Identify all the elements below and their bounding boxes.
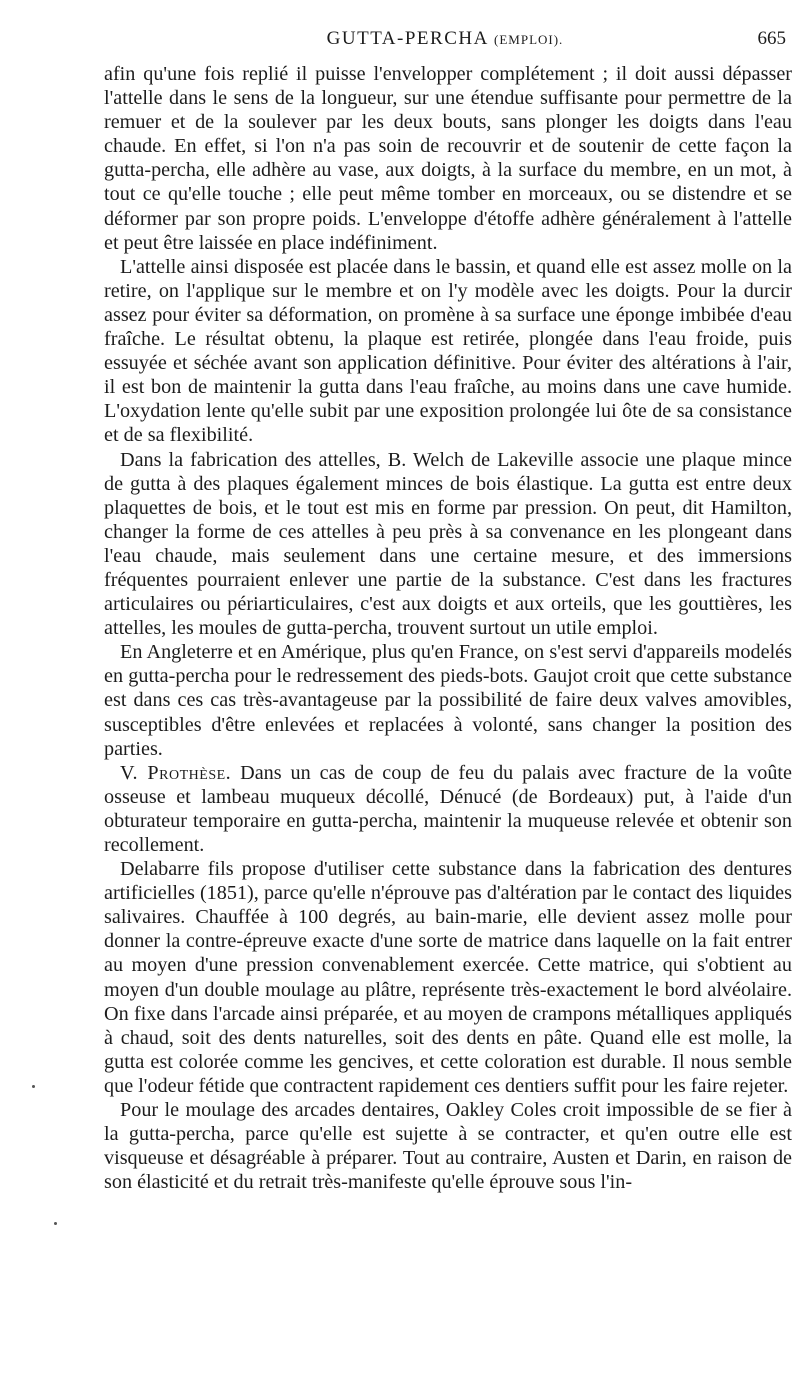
paragraph-pieds-bots: En Angleterre et en Amérique, plus qu'en France, on s'est servi d'appareils modelés en gutta-percha pour le redressement des pieds-bots. Gaujot croit que cette substance est dans ces cas très-avantageuse par la possibilité de faire deux valves amovibles, susceptibles d'être enlevées et replacées à volonté, sans changer la position des parties. [104, 641, 792, 760]
paragraph-prothese [104, 761, 792, 857]
running-head [100, 28, 790, 50]
paragraph-prothese-text: Dans un cas de coup de feu du palais avec fracture de la voûte osseuse et lambeau muqueux décollé, Dénucé (de Bordeaux) put, à l'aide d'un obturateur temporaire en gutta-percha, maintenir la muqueuse relevée et obtenir son recollement. [104, 761, 793, 856]
print-speck [32, 1085, 35, 1088]
page-number: 665 [757, 28, 786, 49]
running-head-subtitle: (EMPLOI). [494, 32, 564, 47]
paragraph-fabrication-attelles: Dans la fabrication des attelles, B. Welch de Lakeville associe une plaque mince de gutta à des plaques également minces de bois élastique. La gutta est entre deux plaquettes de bois, et le tout est mis en forme par pression. On peut, dit Hamilton, changer la forme de ces attelles à peu près à sa convenance en les plongeant dans l'eau chaude, mais seulement dans une certaine mesure, et des immersions fréquentes pourraient enlever une partie de la substance. C'est dans les fractures articulaires ou périarticulaires, c'est aux doigts et aux orteils, que les gouttières, les attelles, les moules de gutta-percha, trouvent surtout un utile emploi. [104, 448, 792, 640]
paragraph-delabarre: Delabarre fils propose d'utiliser cette substance dans la fabrication des dentures artificielles (1851), parce qu'elle n'éprouve pas d'altération par le contact des liquides salivaires. Chauffée à 100 degrés, au bain-marie, elle devient assez molle pour donner la contre-épreuve exacte d'une sorte de matrice dans laquelle on la fait entrer au moyen d'une pression convenablement exercée. Cette matrice, qui s'obtient au moyen d'un double moulage au plâtre, représente très-exactement le bord alvéolaire. On fixe dans l'arcade ainsi préparée, et au moyen de crampons métalliques appliqués à chaud, soit des dents naturelles, soit des dents en pâte. Quand elle est molle, la gutta est colorée comme les gencives, et cette coloration est durable. Il nous semble que l'odeur fétide que contractent rapidement ces dentiers suffit pour les faire rejeter. [104, 858, 792, 1097]
body-text [104, 62, 792, 1194]
paragraph-continued: afin qu'une fois replié il puisse l'envelopper complétement ; il doit aussi dépasser l'attelle dans le sens de la longueur, sur une étendue suffisante pour permettre de la remuer et de la soulever par les deux bouts, sans plonger les doigts dans l'eau chaude. En effet, si l'on n'a pas soin de recouvrir et de soutenir de cette façon la gutta-percha, elle adhère au vase, aux doigts, à la surface du membre, en un mot, à tout ce qu'elle touche ; elle peut même tomber en morceaux, ou se distendre et se déformer par son propre poids. L'enveloppe d'étoffe adhère généralement à l'attelle et peut être laissée en place indéfiniment. [104, 63, 792, 254]
print-speck [54, 1222, 57, 1225]
running-head-title: GUTTA-PERCHA [326, 28, 488, 49]
page-header [100, 28, 790, 54]
paragraph-moulage-arcades: Pour le moulage des arcades dentaires, Oakley Coles croit impossible de se fier à la gutta-percha, parce qu'elle est sujette à se contracter, et qu'en outre elle est visqueuse et désagréable à préparer. Tout au contraire, Austen et Darin, en raison de son élasticité et du retrait très-manifeste qu'elle éprouve sous l'in- [104, 1099, 792, 1194]
section-heading-prothese: V. Prothèse. [120, 761, 232, 784]
paragraph-attelle-disposee: L'attelle ainsi disposée est placée dans le bassin, et quand elle est assez molle on la retire, on l'applique sur le membre et on l'y modèle avec les doigts. Pour la durcir assez pour éviter sa déformation, on promène à sa surface une éponge imbibée d'eau fraîche. Le résultat obtenu, la plaque est retirée, plongée dans l'eau froide, puis essuyée et séchée avant son application définitive. Pour éviter des altérations à l'air, il est bon de maintenir la gutta dans l'eau fraîche, au moins dans une cave humide. L'oxydation lente qu'elle subit par une exposition prolongée lui ôte de sa consistance et de sa flexibilité. [104, 255, 792, 447]
